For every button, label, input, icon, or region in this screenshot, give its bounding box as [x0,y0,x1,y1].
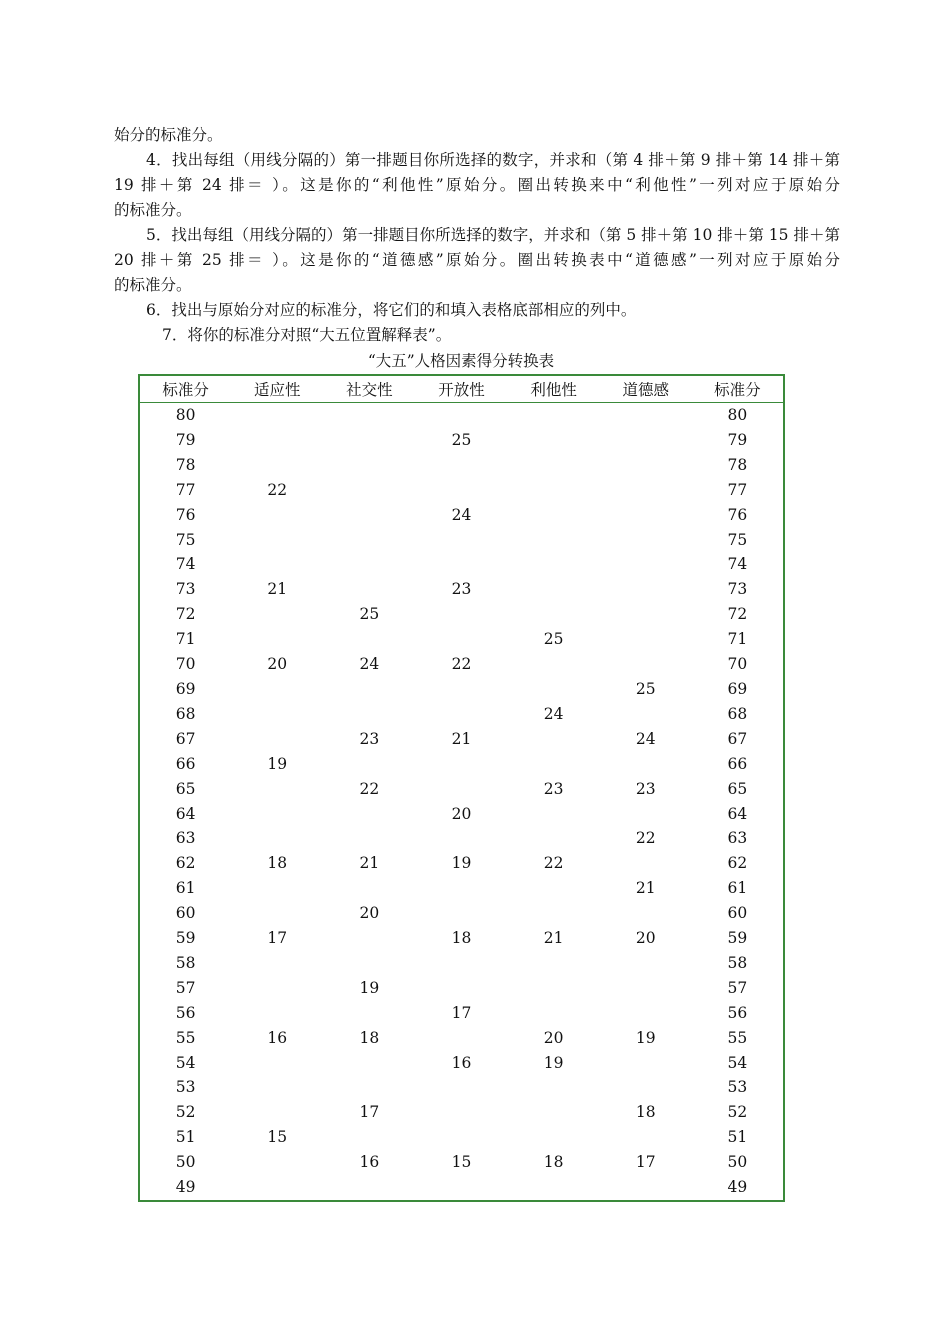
table-cell [231,876,323,901]
table-header-row [139,375,784,403]
table-cell [231,826,323,851]
table-cell [508,453,600,478]
table-cell [231,1075,323,1100]
table-row [139,826,784,851]
table-cell: 72 [727,605,748,624]
table-cell [231,403,323,428]
table-cell [508,1075,600,1100]
table-cell [415,627,507,652]
table-cell [323,1001,415,1026]
table-cell [231,951,323,976]
table-cell: 76 [727,505,748,524]
table-cell: 24 [359,655,380,674]
table-cell [231,552,323,577]
text-line: 6．找出与原始分对应的标准分，将它们的和填入表格底部相应的列中。 [146,301,637,319]
table-cell [323,478,415,503]
table-cell [323,802,415,827]
table-cell [323,552,415,577]
table-cell: 21 [635,879,656,898]
table-cell: 63 [175,829,196,848]
column-header: 标准分 [139,375,231,403]
table-cell: 18 [635,1103,656,1122]
table-cell: 74 [175,555,196,574]
table-cell: 23 [359,729,380,748]
table-cell [600,851,692,876]
table-cell [415,976,507,1001]
table-row [139,1001,784,1026]
table-row [139,428,784,453]
table-cell [600,951,692,976]
table-cell [231,1150,323,1175]
table-cell [323,528,415,553]
table-cell: 17 [359,1103,380,1122]
table-cell [415,951,507,976]
table-cell [231,428,323,453]
table-cell: 74 [727,555,748,574]
table-cell [415,453,507,478]
table-cell [415,752,507,777]
table-cell: 20 [359,904,380,923]
conversion-table [138,374,785,1202]
table-cell: 22 [267,480,288,499]
table-cell: 24 [451,505,472,524]
table-cell: 71 [175,630,196,649]
table-cell: 69 [727,679,748,698]
table-cell [323,677,415,702]
table-cell: 52 [175,1103,196,1122]
table-cell [323,503,415,528]
table-cell [600,1001,692,1026]
table-row [139,503,784,528]
table-row [139,1175,784,1201]
table-cell: 50 [727,1153,748,1172]
table-cell [508,428,600,453]
table-row [139,1100,784,1125]
column-header: 适应性 [231,375,323,403]
table-row [139,652,784,677]
table-cell [508,1100,600,1125]
column-header: 标准分 [692,375,784,403]
table-row [139,1125,784,1150]
table-cell [323,1051,415,1076]
table-cell: 23 [635,779,656,798]
table-cell: 59 [175,929,196,948]
table-cell: 80 [175,406,196,424]
table-cell [600,627,692,652]
table-cell: 22 [543,854,564,873]
table-row [139,777,784,802]
table-cell [600,453,692,478]
table-cell [600,1051,692,1076]
table-cell [415,1175,507,1201]
table-row [139,702,784,727]
table-cell [600,428,692,453]
table-cell [231,727,323,752]
table-cell [508,826,600,851]
table-cell: 64 [175,804,196,823]
table-cell: 76 [175,505,196,524]
table-row [139,1026,784,1051]
table-cell: 19 [451,854,472,873]
table-row [139,926,784,951]
table-row [139,453,784,478]
text-line: 7．将你的标准分对照“大五位置解释表”。 [162,326,452,344]
table-cell [508,951,600,976]
text-line: 5．找出每组（用线分隔的）第一排题目你所选择的数字，并求和（第 5 排＋第 10 排＋第 15 排＋第 [146,226,840,244]
table-cell: 61 [175,879,196,898]
table-cell [231,802,323,827]
table-cell: 80 [727,406,748,424]
table-row [139,976,784,1001]
table-cell: 49 [727,1178,748,1197]
table-row [139,851,784,876]
table-body [139,403,784,1202]
table-cell: 79 [727,430,748,449]
table-cell: 20 [451,804,472,823]
table-cell [415,1026,507,1051]
table-cell: 69 [175,679,196,698]
table-cell: 63 [727,829,748,848]
table-cell: 70 [175,655,196,674]
column-header: 社交性 [323,375,415,403]
table-cell [508,1001,600,1026]
column-header: 开放性 [415,375,507,403]
table-cell: 75 [727,530,748,549]
table-cell [231,901,323,926]
table-cell [508,976,600,1001]
table-row [139,602,784,627]
table-cell [323,577,415,602]
table-cell [231,1175,323,1201]
table-cell: 67 [727,729,748,748]
table-cell: 21 [359,854,380,873]
table-cell: 67 [175,729,196,748]
table-cell [231,702,323,727]
table-cell [323,428,415,453]
table-cell: 70 [727,655,748,674]
table-cell [231,1100,323,1125]
table-cell [600,528,692,553]
table-cell [508,602,600,627]
table-cell: 50 [175,1153,196,1172]
table-cell [600,577,692,602]
table-cell [415,403,507,428]
table-cell [600,802,692,827]
table-cell [508,577,600,602]
table-cell: 77 [175,480,196,499]
table-cell [323,926,415,951]
table-cell: 18 [543,1153,564,1172]
table-cell: 73 [175,580,196,599]
table-cell: 19 [359,978,380,997]
table-cell: 77 [727,480,748,499]
column-header: 利他性 [508,375,600,403]
table-cell [231,677,323,702]
table-cell: 17 [635,1153,656,1172]
table-cell [323,951,415,976]
table-cell [231,453,323,478]
table-cell [508,403,600,428]
table-cell: 73 [727,580,748,599]
table-cell [600,478,692,503]
table-cell [415,528,507,553]
text-line: 的标准分。 [114,276,192,294]
table-cell: 72 [175,605,196,624]
table-cell [415,826,507,851]
table-cell: 22 [635,829,656,848]
table-cell: 25 [635,679,656,698]
table-cell: 16 [267,1028,288,1047]
table-cell: 18 [267,854,288,873]
table-cell [508,1175,600,1201]
table-cell: 55 [727,1028,748,1047]
table-cell [600,652,692,677]
table-cell: 25 [359,605,380,624]
table-cell [323,826,415,851]
table-cell: 17 [451,1003,472,1022]
table-cell [415,702,507,727]
table-cell [508,1125,600,1150]
table-cell [508,752,600,777]
table-cell: 57 [727,978,748,997]
table-cell: 20 [635,929,656,948]
table-cell: 18 [451,929,472,948]
table-cell: 60 [175,904,196,923]
table-cell: 55 [175,1028,196,1047]
table-cell: 22 [359,779,380,798]
table-cell [415,602,507,627]
table-cell: 56 [727,1003,748,1022]
table-row [139,752,784,777]
table-cell [600,702,692,727]
table-cell: 79 [175,430,196,449]
table-cell: 65 [175,779,196,798]
table-cell [508,478,600,503]
table-cell: 61 [727,879,748,898]
table-cell: 23 [451,580,472,599]
table-cell: 78 [727,455,748,474]
table-row [139,577,784,602]
table-cell: 21 [543,929,564,948]
table-cell [600,1175,692,1201]
table-cell: 59 [727,929,748,948]
table-cell: 64 [727,804,748,823]
table-cell [508,528,600,553]
table-cell: 16 [359,1153,380,1172]
table-cell [323,752,415,777]
table-row [139,876,784,901]
table-row [139,802,784,827]
table-cell [415,677,507,702]
table-cell [508,677,600,702]
table-cell: 19 [267,754,288,773]
table-cell [323,1125,415,1150]
table-row [139,901,784,926]
table-cell: 24 [635,729,656,748]
table-cell: 54 [727,1053,748,1072]
table-row [139,677,784,702]
table-cell [415,478,507,503]
table-cell: 15 [451,1153,472,1172]
table-cell [600,552,692,577]
table-row [139,727,784,752]
column-header: 道德感 [600,375,692,403]
table-cell [323,453,415,478]
table-cell [600,503,692,528]
table-cell: 54 [175,1053,196,1072]
table-cell [508,727,600,752]
table-cell [323,876,415,901]
table-cell: 22 [451,655,472,674]
table-cell [231,602,323,627]
table-cell: 15 [267,1128,288,1147]
table-cell: 53 [727,1078,748,1097]
text-line: 19 排＋第 24 排＝ ）。这是你的“利他性”原始分。圈出转换来中“利他性”一列对应于原始分 [114,176,840,194]
table-cell [231,976,323,1001]
table-cell [508,503,600,528]
table-cell: 62 [727,854,748,873]
table-cell [323,1175,415,1201]
table-cell [600,976,692,1001]
table-cell: 23 [543,779,564,798]
table-row [139,528,784,553]
table-cell [600,1125,692,1150]
table-cell: 51 [175,1128,196,1147]
table-cell: 16 [451,1053,472,1072]
table-cell: 75 [175,530,196,549]
table-cell [323,627,415,652]
table-cell [600,901,692,926]
table-cell: 24 [543,704,564,723]
table-cell [323,702,415,727]
table-row [139,478,784,503]
table-cell: 56 [175,1003,196,1022]
text-line: 的标准分。 [114,201,192,219]
table-cell: 68 [175,704,196,723]
text-line: 20 排＋第 25 排＝ ）。这是你的“道德感”原始分。圈出转换表中“道德感”一列对应于原始分 [114,251,840,269]
table-cell: 21 [451,729,472,748]
table-cell: 66 [727,754,748,773]
table-cell: 66 [175,754,196,773]
table-cell [231,777,323,802]
table-cell: 19 [635,1028,656,1047]
table-cell [508,552,600,577]
table-row [139,1075,784,1100]
table-row [139,552,784,577]
table-cell [600,403,692,428]
table-cell: 52 [727,1103,748,1122]
table-cell: 17 [267,929,288,948]
table-cell: 78 [175,455,196,474]
table-row [139,403,784,428]
table-cell [508,901,600,926]
table-cell: 20 [543,1028,564,1047]
table-cell [600,752,692,777]
table-cell [415,1100,507,1125]
table-cell [415,777,507,802]
table-cell [415,552,507,577]
table-cell: 21 [267,580,288,599]
table-cell: 25 [451,430,472,449]
table-cell [231,1001,323,1026]
table-cell [231,627,323,652]
table-cell [415,876,507,901]
table-cell: 51 [727,1128,748,1147]
table-row [139,951,784,976]
table-cell: 49 [175,1178,196,1197]
table-cell: 58 [175,953,196,972]
table-cell: 65 [727,779,748,798]
table-cell: 19 [543,1053,564,1072]
table-cell [323,403,415,428]
table-cell [600,602,692,627]
table-cell [415,901,507,926]
table-cell [323,1075,415,1100]
table-row [139,1150,784,1175]
table-cell: 58 [727,953,748,972]
table-cell: 57 [175,978,196,997]
table-cell: 20 [267,655,288,674]
table-cell: 18 [359,1028,380,1047]
table-cell: 53 [175,1078,196,1097]
table-row [139,627,784,652]
text-line: 始分的标准分。 [114,126,223,144]
table-cell: 68 [727,704,748,723]
table-cell [508,652,600,677]
table-row [139,1051,784,1076]
table-cell: 62 [175,854,196,873]
table-title: “大五”人格因素得分转换表 [367,352,555,370]
table-cell: 25 [543,630,564,649]
table-cell: 60 [727,904,748,923]
table-cell [231,1051,323,1076]
table-cell [508,876,600,901]
table-cell [231,503,323,528]
table-cell [415,1075,507,1100]
table-cell [231,528,323,553]
table-cell [415,1125,507,1150]
table-cell [508,802,600,827]
table-cell [600,1075,692,1100]
text-line: 4．找出每组（用线分隔的）第一排题目你所选择的数字，并求和（第 4 排＋第 9 排＋第 14 排＋第 [146,151,840,169]
table-cell: 71 [727,630,748,649]
